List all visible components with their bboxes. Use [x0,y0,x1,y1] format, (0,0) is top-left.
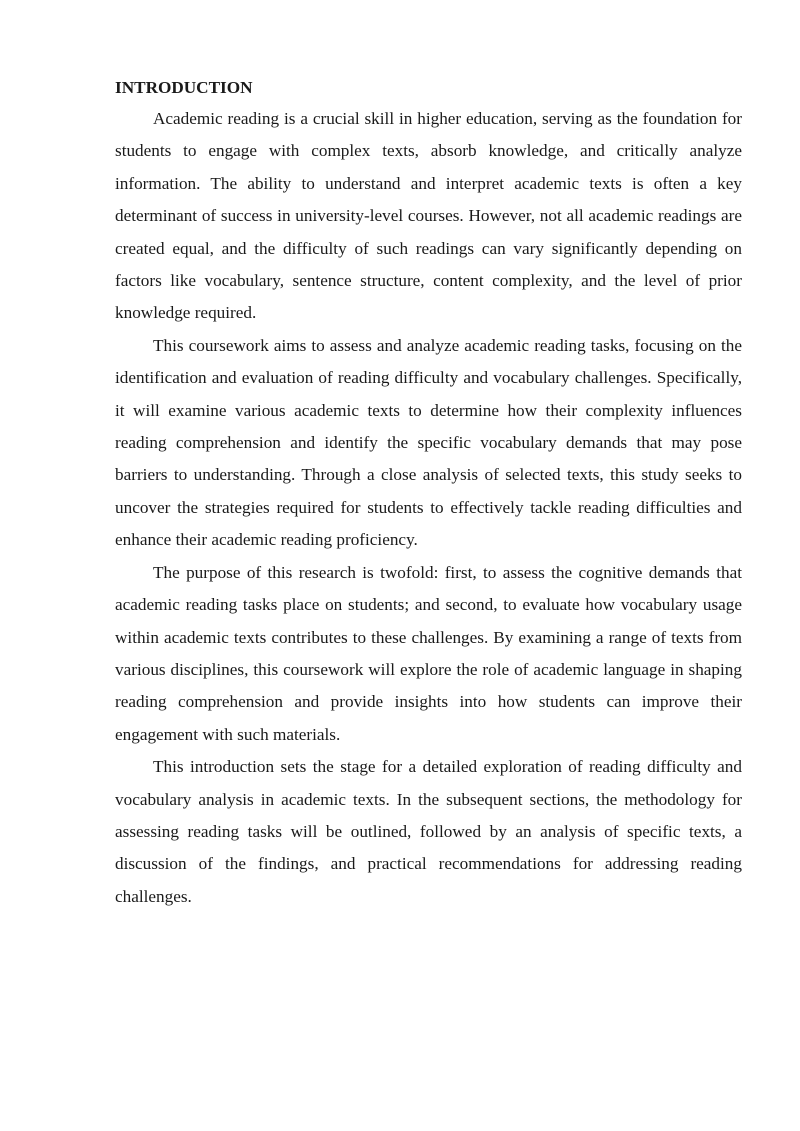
document-body [115,73,742,913]
paragraph-4: This introduction sets the stage for a detailed exploration of reading difficulty and vocabulary analysis in academic texts. In the subsequent sections, the methodology for assessing reading tasks will be outlined, followed by an analysis of specific texts, a discussion of the findings, and practical recommendations for addressing reading challenges. [115,757,742,906]
paragraph-3: The purpose of this research is twofold: first, to assess the cognitive demands that academic reading tasks place on students; and second, to evaluate how vocabulary usage within academic texts contributes to these challenges. By examining a range of texts from various disciplines, this coursework will explore the role of academic language in shaping reading comprehension and provide insights into how students can improve their engagement with such materials. [115,562,742,744]
paragraph-1: Academic reading is a crucial skill in higher education, serving as the foundation for students to engage with complex texts, absorb knowledge, and critically analyze information. The ability to understand and interpret academic texts is often a key determinant of success in university-level courses. However, not all academic readings are created equal, and the difficulty of such readings can vary significantly depending on factors like vocabulary, sentence structure, content complexity, and the level of prior knowledge required. [115,109,742,323]
section-heading: INTRODUCTION [115,78,253,97]
paragraph-2: This coursework aims to assess and analyze academic reading tasks, focusing on the identification and evaluation of reading difficulty and vocabulary challenges. Specifically, it will examine various academic texts to determine how their complexity influences reading comprehension and identify the specific vocabulary demands that may pose barriers to understanding. Through a close analysis of selected texts, this study seeks to uncover the strategies required for students to effectively tackle reading difficulties and enhance their academic reading proficiency. [115,335,742,550]
